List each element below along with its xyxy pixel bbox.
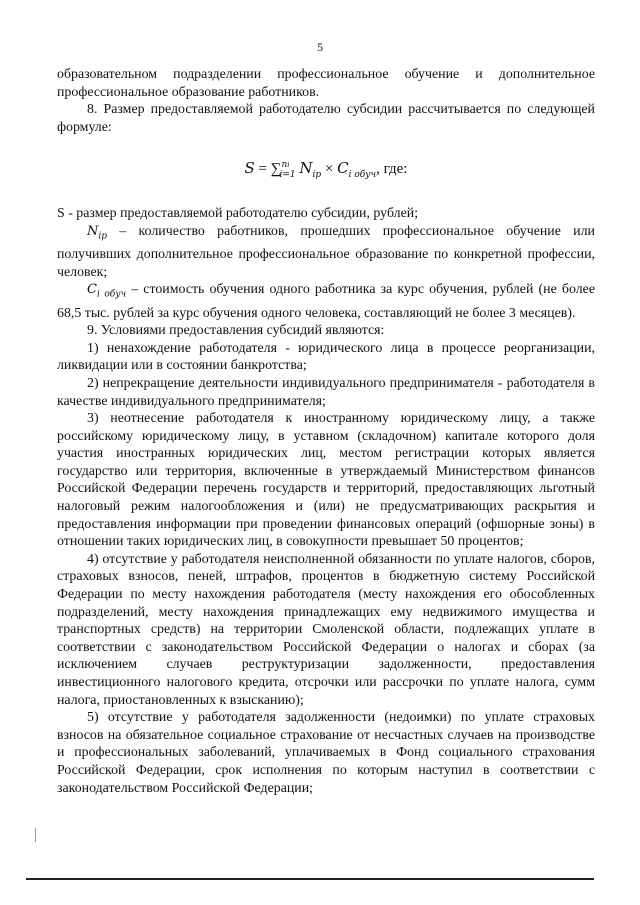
subsidy-formula: S = ∑$^{ni}_{i=1}$ $N_{ip} \times C_{i обуч}$, где: [244,159,408,181]
condition-5: 5) отсутствие у работодателя задолженности (недоимки) по уплате страховых взносов на обязательное социальное страхование от несчастных случаев на производстве и профессиональных заболеваний, уплачиваемых в Фонд социального страхования Российской Федерации, срок исполнения по которым наступил в соответствии с законодательством Российской Федерации; [57,710,595,796]
sum-symbol: ∑ [270,161,282,178]
condition-4: 4) отсутствие у работодателя неисполненной обязанности по уплате налогов, сборов, страховых взносов, пеней, штрафов, процентов в бюджетную систему Российской Федерации по месту нахождения работодателя (месту нахождения его обособленных подразделений, месту нахождения принадлежащих ему недвижимого имущества и транспортных средств) на территории Смоленской области, подлежащих уплате в соответствии с законодательством Российской Федерации о налогах и сборах (за исключением случаев реструктуризации задолженности, предоставления инвестиционного налогового кредита, отсрочки или рассрочки по уплате налога, сумм налога, приостановленных к взысканию); [57,551,595,708]
paragraph-continuation: образовательном подразделении профессиональное обучение и дополнительное профессиональное образование работников. [57,67,595,100]
paragraph-8: 8. Размер предоставляемой работодателю субсидии рассчитывается по следующей формуле: [57,102,595,135]
definition-n: $N_{ip}$ – количество работников, прошедших профессиональное обучение или получивших дополнительное профессиональное образование по конкретной профессии, человек; [57,223,595,280]
condition-3: 3) неотнесение работодателя к иностранному юридическому лицу, а также российскому юридическому лицу, в уставном (складочном) капитале которого доля участия иностранных юридических лиц, местом регистрации которых является государство или территория, включенные в утверждаемый Министерством финансов Российской Федерации перечень государств и территорий, предоставляющих льготный налоговый режим налогообложения и (или) не предусматривающих раскрытия и предоставления информации при проведении финансовых операций (офшорные зоны) в отношении таких юридических лиц, в совокупности превышает 50 процентов; [57,411,595,550]
condition-1: 1) ненахождение работодателя - юридического лица в процессе реорганизации, ликвидации или в состоянии банкротства; [57,340,595,374]
scan-edge-mark [35,828,36,842]
definition-s: S - размер предоставляемой работодателю субсидии, рублей; [57,206,419,222]
paragraph-9: 9. Условиями предоставления субсидий являются: [87,323,385,339]
condition-2: 2) непрекращение деятельности индивидуального предпринимателя - работодателя в качестве индивидуального предпринимателя; [57,375,595,409]
scan-bottom-line [26,878,594,880]
page-number: 5 [317,40,323,54]
document-body [57,66,595,797]
definition-c: $C_{i обуч}$ – стоимость обучения одного работника за курс обучения, рублей (не более 68,5 тыс. рублей за курс обучения одного человека, составляющий не более 3 месяцев). [57,282,595,321]
